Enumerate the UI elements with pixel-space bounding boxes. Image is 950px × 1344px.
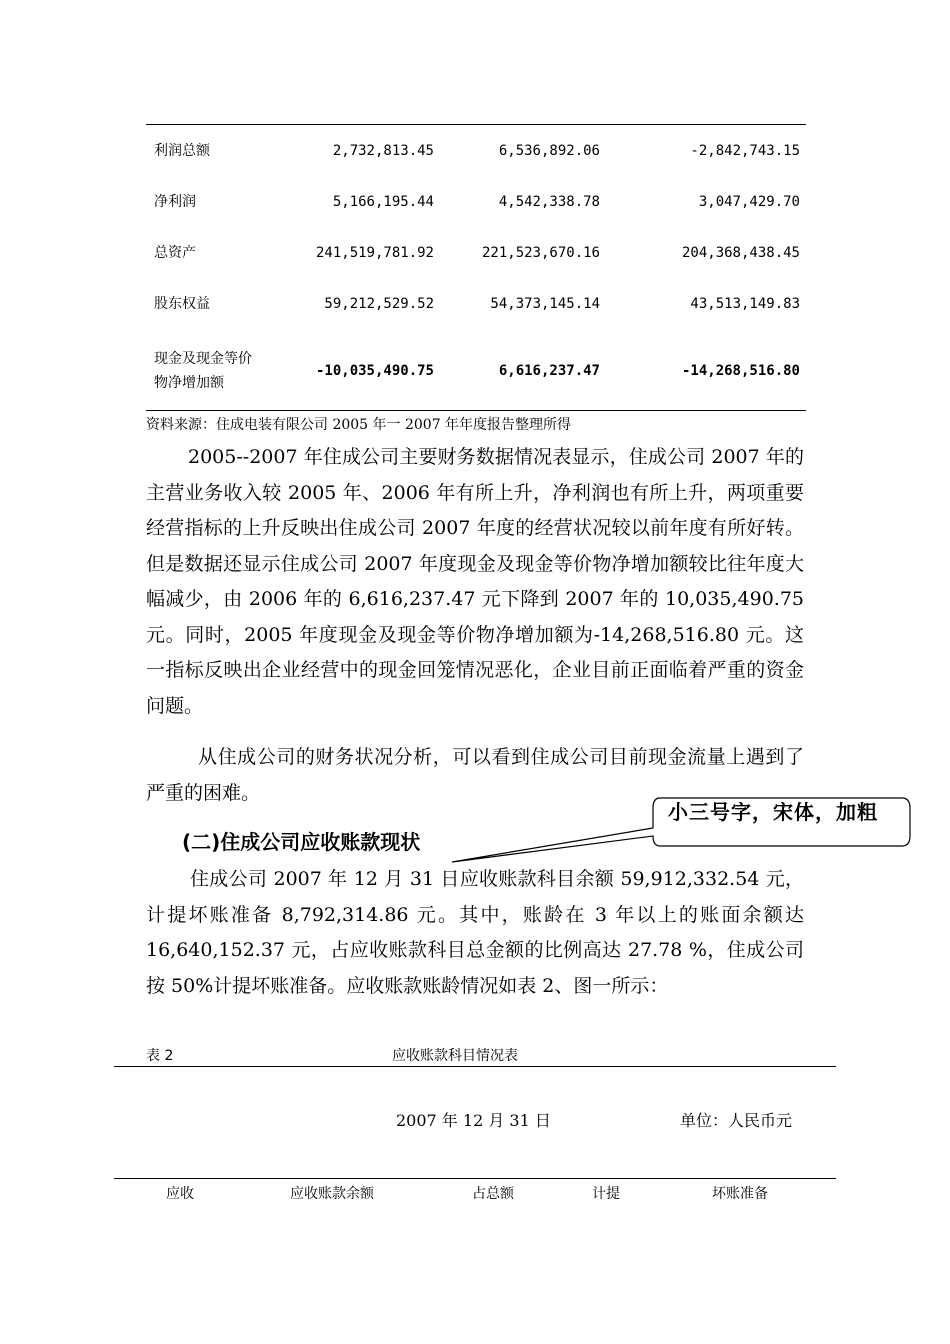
table-cell-2006: 4,542,338.78: [498, 194, 600, 210]
paragraph-text: 2005--2007 年住成公司主要财务数据情况表显示，住成公司 2007 年的主营业务收入较 2005 年、2006 年有所上升，净利润也有所上升，两项重要经营指标的上升反映出住成公司 2007 年度的经营状况较以前年度有所好转。但是数据还显示住成公司 2007 年度现金及现金等价物净增加额较比往年度大幅减少，由 2006 年的 6,616,237.47 元下降到 2007 年的 10,035,490.75 元。同时，2005 年度现金及现金等价物净增加额为-14,268,516.80 元。这一指标反映出企业经营中的现金回笼情况恶化，企业目前正面临着严重的资金问题。: [146, 446, 804, 717]
table-row-label: 物净增加额: [154, 375, 224, 391]
table-row-label: 总资产: [154, 245, 196, 261]
table1-top-rule: [146, 124, 806, 125]
table-cell-2007: 5,166,195.44: [332, 194, 434, 210]
table2-header-bad-debt: 坏账准备: [712, 1186, 768, 1202]
table-cell-2005: 3,047,429.70: [698, 194, 800, 210]
body-paragraph-3: [146, 862, 804, 1004]
table-source-note: 资料来源：住成电装有限公司 2005 年一 2007 年年度报告整理所得: [146, 417, 572, 433]
table-cell-2006: 6,616,237.47: [498, 363, 600, 379]
callout-text: 小三号字，宋体，加粗: [668, 800, 878, 824]
table-cell-2005: 43,513,149.83: [690, 296, 800, 312]
table2-label: 表 2: [146, 1048, 174, 1064]
table-cell-2007: 241,519,781.92: [315, 245, 434, 261]
table-row-label: 现金及现金等价: [154, 351, 252, 367]
table2-title: 应收账款科目情况表: [392, 1048, 518, 1064]
table-cell-2006: 54,373,145.14: [490, 296, 600, 312]
table-cell-2007: 2,732,813.45: [332, 143, 434, 159]
table-cell-2005: 204,368,438.45: [681, 245, 800, 261]
table-cell-2005: -2,842,743.15: [690, 143, 800, 159]
table2-header-aging: 应收: [166, 1186, 194, 1202]
table2-unit: 单位：人民币元: [680, 1111, 793, 1130]
table-row-label: 净利润: [154, 194, 196, 210]
table-cell-2007: 59,212,529.52: [324, 296, 434, 312]
table-cell-2006: 221,523,670.16: [481, 245, 600, 261]
table-cell-2007: -10,035,490.75: [315, 363, 434, 379]
table2-header-ratio: 占总额: [472, 1186, 514, 1202]
section-heading: (二)住成公司应收账款现状: [182, 830, 421, 854]
table2-header-provision: 计提: [592, 1186, 620, 1202]
paragraph-text: 从住成公司的财务状况分析，可以看到住成公司目前现金流量上遇到了严重的困难。: [146, 746, 804, 804]
table2-title-rule: [114, 1066, 836, 1067]
table2-date: 2007 年 12 月 31 日: [396, 1111, 551, 1130]
table-row-label: 股东权益: [154, 296, 210, 312]
table-cell-2006: 6,536,892.06: [498, 143, 600, 159]
table2-header-rule: [114, 1178, 836, 1179]
table1-bottom-rule: [146, 410, 806, 411]
table2-header-balance: 应收账款余额: [290, 1186, 374, 1202]
table-cell-2005: -14,268,516.80: [681, 363, 800, 379]
table-row-label: 利润总额: [154, 143, 210, 159]
body-paragraph-1: [146, 440, 804, 724]
paragraph-text: 住成公司 2007 年 12 月 31 日应收账款科目余额 59,912,332.54 元，计提坏账准备 8,792,314.86 元。其中，账龄在 3 年以上的账面余额达 16,640,152.37 元，占应收账款科目总金额的比例高达 27.78 %，住成公司按 50%计提坏账准备。应收账款账龄情况如表 2、图一所示：: [146, 868, 804, 997]
